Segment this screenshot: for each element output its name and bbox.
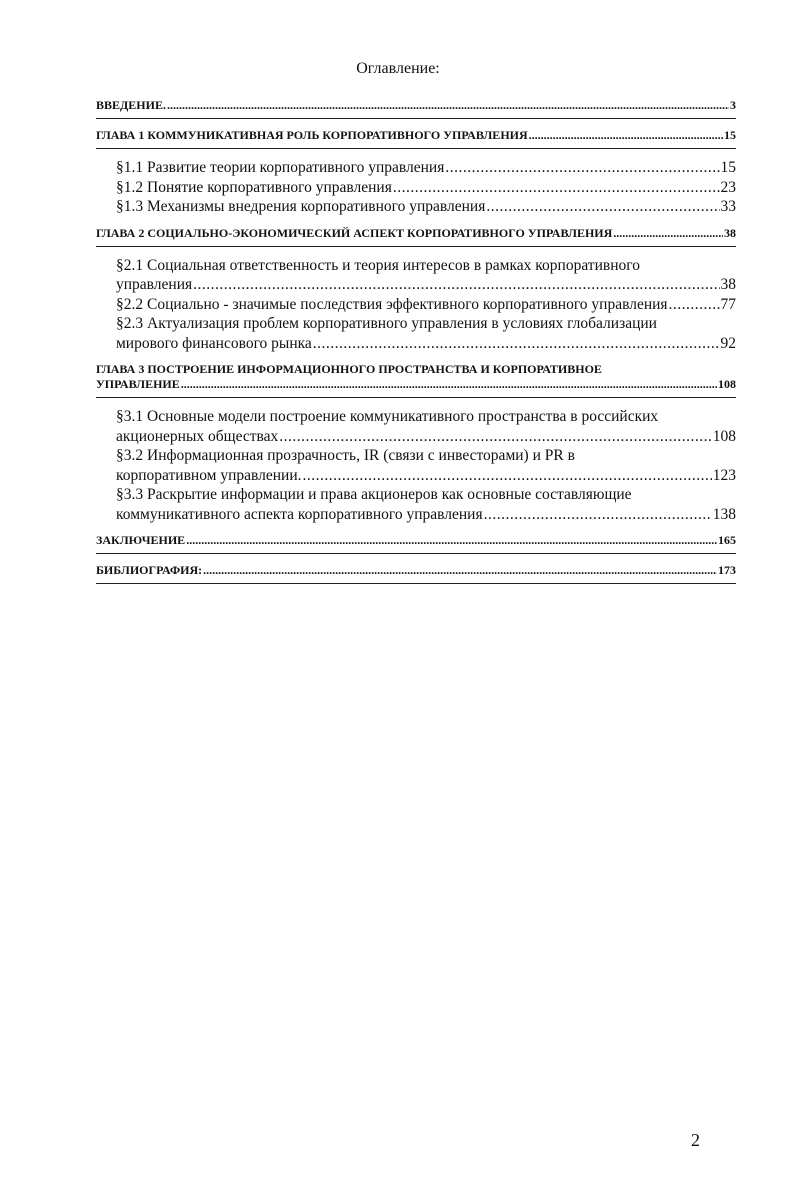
toc-section-entry[interactable] [96, 197, 736, 217]
toc-entry-title: УПРАВЛЕНИЕ [96, 377, 180, 391]
table-of-contents [96, 97, 736, 584]
toc-entry-title: §2.2 Социально - значимые последствия эффективного корпоративного управления [116, 295, 668, 313]
toc-section-entry[interactable] [96, 158, 736, 178]
toc-chapter-entry[interactable] [96, 532, 736, 554]
toc-dot-leader [313, 334, 720, 354]
toc-page-number: 3 [730, 98, 736, 112]
toc-spacer [96, 524, 736, 532]
toc-dot-leader [393, 178, 720, 198]
toc-entry-row [116, 158, 736, 178]
toc-spacer [96, 119, 736, 127]
toc-entry-title-line: ГЛАВА 3 ПОСТРОЕНИЕ ИНФОРМАЦИОННОГО ПРОСТРАНСТВА И КОРПОРАТИВНОЕ [96, 362, 602, 376]
page-number: 2 [691, 1130, 700, 1150]
toc-entry-row [96, 226, 736, 241]
toc-page-number: 77 [720, 295, 736, 313]
toc-entry-title: §1.1 Развитие теории корпоративного управления [116, 159, 445, 176]
toc-entry-row [96, 377, 736, 392]
toc-dot-leader [486, 197, 719, 217]
toc-chapter-entry[interactable] [96, 97, 736, 119]
toc-entry-row [116, 197, 736, 217]
toc-entry-title-line: §3.2 Информационная прозрачность, IR (связи с инвесторами) и PR в [116, 447, 575, 464]
toc-page-number: 38 [724, 225, 736, 240]
toc-page-number: 108 [712, 427, 736, 445]
toc-page-number: 92 [720, 334, 736, 352]
toc-dot-leader [186, 533, 717, 548]
toc-dot-leader [303, 466, 712, 486]
toc-page-number: 15 [720, 159, 736, 176]
toc-entry-title: мирового финансового рынка [116, 334, 312, 352]
toc-entry-row [96, 128, 736, 143]
toc-section-entry[interactable] [96, 407, 736, 446]
toc-entry-row [116, 275, 736, 295]
toc-spacer [96, 217, 736, 225]
toc-entry-title-line: §3.1 Основные модели построение коммуникативного пространства в российских [116, 408, 659, 425]
toc-section-entry[interactable] [96, 485, 736, 524]
toc-entry-row [116, 466, 736, 486]
toc-entry-title: ГЛАВА 2 СОЦИАЛЬНО-ЭКОНОМИЧЕСКИЙ АСПЕКТ КОРПОРАТИВНОГО УПРАВЛЕНИЯ [96, 225, 613, 240]
toc-page-number: 173 [718, 563, 736, 577]
toc-page-number: 108 [718, 377, 736, 391]
toc-page-number: 123 [712, 466, 736, 484]
toc-entry-title: коммуникативного аспекта корпоративного управления [116, 505, 483, 523]
toc-entry-row [116, 505, 736, 525]
toc-page-number: 138 [712, 505, 736, 523]
toc-entry-title: ЗАКЛЮЧЕНИЕ [96, 533, 186, 547]
toc-dot-leader [445, 158, 719, 178]
toc-section-entry[interactable] [96, 256, 736, 295]
toc-page-number: 38 [720, 276, 736, 293]
toc-entry-title: ГЛАВА 1 КОММУНИКАТИВНАЯ РОЛЬ КОРПОРАТИВНОГО УПРАВЛЕНИЯ [96, 128, 528, 142]
toc-entry-title: §1.2 Понятие корпоративного управления [116, 178, 392, 196]
toc-section-entry[interactable] [96, 178, 736, 198]
toc-chapter-entry[interactable] [96, 225, 736, 247]
toc-page-number: 33 [720, 198, 736, 215]
toc-entry-title: §1.3 Механизмы внедрения корпоративного управления [116, 198, 486, 215]
toc-section-entry[interactable] [96, 446, 736, 485]
toc-entry-row [116, 295, 736, 315]
toc-dot-leader [613, 226, 723, 241]
toc-dot-leader [669, 295, 720, 315]
toc-chapter-entry[interactable] [96, 127, 736, 149]
toc-page-number: 15 [724, 128, 736, 142]
toc-spacer [96, 353, 736, 361]
toc-dot-leader [529, 128, 723, 143]
toc-entry-row [116, 334, 736, 354]
toc-entry-row [96, 98, 736, 113]
toc-section-entry[interactable] [96, 295, 736, 315]
toc-entry-title: ВВЕДЕНИЕ. [96, 98, 166, 112]
toc-dot-leader [203, 563, 717, 578]
toc-entry-title-line: §2.3 Актуализация проблем корпоративного управления в условиях глобализации [116, 315, 657, 332]
toc-entry-row [116, 427, 736, 447]
toc-entry-title: акционерных обществах [116, 427, 279, 445]
toc-chapter-entry[interactable] [96, 562, 736, 584]
toc-page-number: 165 [718, 533, 736, 547]
toc-dot-leader [167, 98, 729, 113]
toc-entry-row [116, 178, 736, 198]
toc-entry-title: БИБЛИОГРАФИЯ: [96, 563, 203, 577]
toc-entry-row [96, 563, 736, 578]
toc-entry-title: управления [116, 276, 193, 293]
toc-dot-leader [181, 377, 717, 392]
toc-page-number: 23 [720, 178, 736, 196]
toc-spacer [96, 247, 736, 256]
toc-section-entry[interactable] [96, 314, 736, 353]
toc-title: Оглавление: [356, 60, 440, 77]
toc-spacer [96, 149, 736, 158]
toc-dot-leader [484, 505, 712, 525]
toc-dot-leader [193, 275, 719, 295]
toc-spacer [96, 398, 736, 407]
toc-spacer [96, 554, 736, 562]
toc-entry-title-line: §3.3 Раскрытие информации и права акционеров как основные составляющие [116, 486, 632, 503]
toc-entry-row [96, 533, 736, 548]
toc-dot-leader [279, 427, 712, 447]
toc-entry-title: корпоративном управлении. [116, 466, 302, 484]
toc-entry-title-line: §2.1 Социальная ответственность и теория интересов в рамках корпоративного [116, 256, 640, 274]
toc-chapter-entry[interactable] [96, 361, 736, 398]
